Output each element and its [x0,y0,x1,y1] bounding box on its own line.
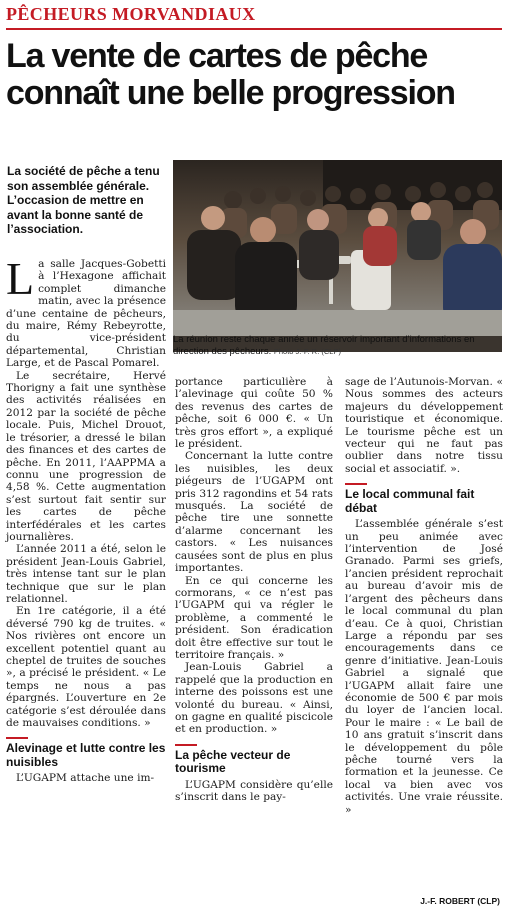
author-signature: J.-F. ROBERT (CLP) [420,896,500,906]
col1-paragraph-1-text: a salle Jacques-Gobetti à l’Hexagone affichait complet dimanche matin, avec la présence d’une centaine de pêcheurs, du maire, Rémy Rebeyrotte, du vice-président départemental, Christian Large, et de Pascal Pomarel. [6,258,166,370]
subheading-tourisme: La pêche vecteur de tourisme [175,744,333,776]
col2-paragraph-2: Concernant la lutte contre les nuisibles, les deux piégeurs de l’UGAPM ont pris 312 ragondins et 54 rats musqués. La société de pêche tire une sonnette d’alarme concernant les castors. « Les nuisances causées sont de plus en plus importantes. [175,450,333,575]
photo-caption [173,334,503,357]
text-column-2 [175,376,333,804]
col1-paragraph-5: L’UGAPM attache une im- [16,772,155,785]
text-column-3 [345,376,503,816]
section-rubric: PÊCHEURS MORVANDIAUX [6,4,256,24]
drop-cap: L [6,253,35,304]
col2-paragraph-4: Jean-Louis Gabriel a rappelé que la production en interne des poissons est une volonté du bureau. « Ainsi, on gagne en qualité piscicole et en production. » [175,661,333,736]
headline [6,38,506,112]
col1-paragraph-3: L’année 2011 a été, selon le président Jean-Louis Gabriel, très intense tant sur le plan technique que sur le plan relationnel. [6,543,166,605]
lead-paragraph: La société de pêche a tenu son assemblée générale. L’occasion de mettre en avant la bonne santé de l’association. [7,164,160,236]
col2-paragraph-1: portance particulière à l’alevinage qui coûte 50 % des revenus des cartes de pêche, soit 6 000 €. « Un très gros effort », a expliqué le président. [175,376,333,451]
subheading-alevinage: Alevinage et lutte contre les nuisibles [6,737,166,769]
text-column-1 [6,253,166,785]
photo-caption-text: La réunion reste chaque année un réservoir important d’informations en direction des pêcheurs. [173,334,475,357]
headline-line-1: La vente de cartes de pêche [6,37,428,75]
rubric-rule [6,28,502,30]
subheading-local-communal: Le local communal fait débat [345,483,503,515]
col3-paragraph-1: sage de l’Autunois-Morvan. « Nous sommes des acteurs majeurs du développement touristique et économique. Le tourisme pêche est un vecteur qui ne faut pas oublier dans notre tissu social et associatif. ». [345,376,503,475]
headline-line-2: connaît une belle progression [6,74,455,112]
col1-paragraph-2: Le secrétaire, Hervé Thorigny a fait une synthèse des activités réalisées en 2012 par la société de pêche locale. Puis, Michel Drouot, le trésorier, a dressé le bilan des finances et des cartes de pêche. En 2011, l’AAPPMA a connu une progression de 4,58 %. Cette augmentation s’est surtout fait sentir sur les cartes de pêche interfédérales et les cartes journalières. [6,369,166,543]
col2-paragraph-3: En ce qui concerne les cormorans, « ce n’est pas l’UGAPM qui va régler le problème, a commenté le président. Son éradication doit être effective sur tout le territoire français. » [175,574,333,661]
photo-credit: Photo J.-F. R. (CLP) [273,346,341,356]
col1-paragraph-1 [6,253,166,370]
meeting-photo [173,160,502,352]
meeting-photo-illustration [173,160,502,336]
col1-paragraph-4: En 1re catégorie, il a été déversé 790 kg de truites. « Nos rivières ont encore un excellent potentiel quant au cheptel de truites de souches », a précisé le président. « Le temps ne nous a pas épargnés. L’ouverture en 2e catégorie s’est déroulée dans de mauvaises conditions. » [6,605,166,730]
col3-paragraph-2: L’assemblée générale s’est un peu animée avec l’intervention de José Granado. Parmi ses griefs, l’ancien président reprochait au bureau d’avoir mis de l’argent des pêcheurs dans le local communal du plan d’eau. Ce à quoi, Christian Large a répondu par ses encouragements dans ce genre d’initiative. Jean-Louis Gabriel a signalé que l’UGAPM allait faire une économie de 500 € par mois du loyer de l’ancien local. Pour le maire : « Le bail de 10 ans gratuit s’inscrit dans le développement du pôle pêche tourné vers la formation et la jeunesse. Ce local va bien avec vos activités. Une vraie réussite. » [345,518,503,816]
col2-paragraph-5: L’UGAPM considère qu’elle s’inscrit dans le pay- [175,778,333,804]
